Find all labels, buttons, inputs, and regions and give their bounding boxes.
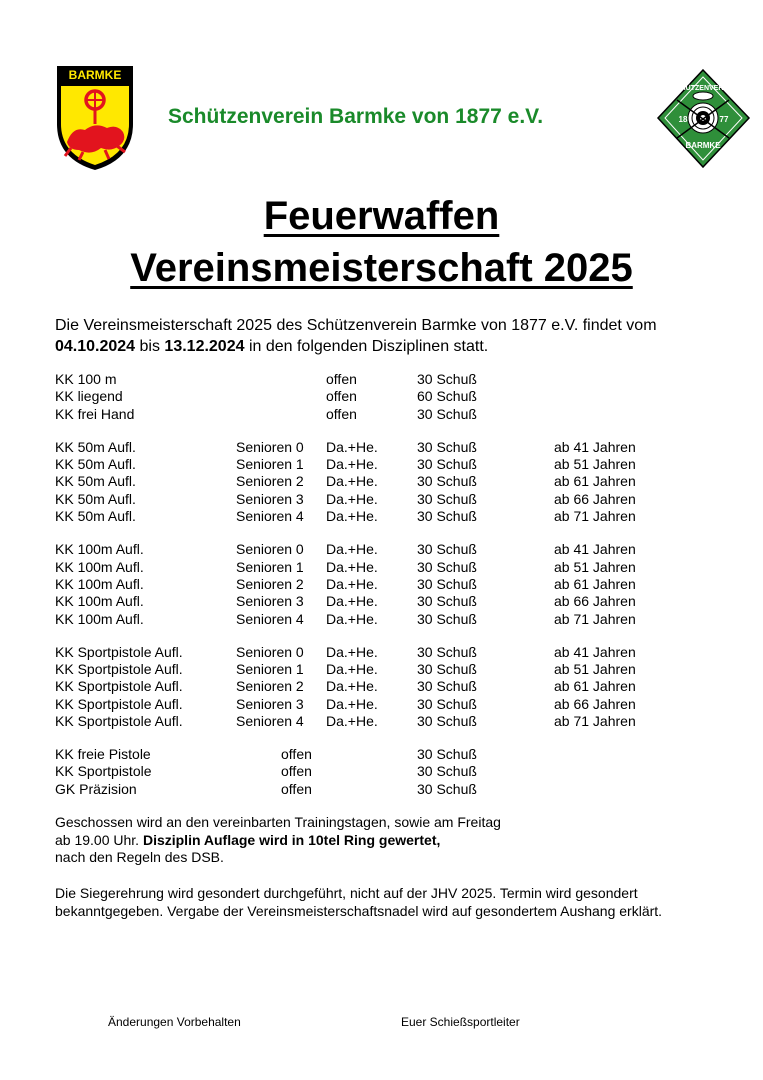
shot-count: 30 Schuß: [417, 473, 477, 490]
discipline-name: KK 50m Aufl.: [55, 438, 136, 455]
age-class: Senioren 1: [236, 660, 304, 677]
group-spacer: [55, 423, 755, 439]
shot-count: 30 Schuß: [417, 405, 477, 422]
shot-count: 30 Schuß: [417, 695, 477, 712]
intro-paragraph: [55, 315, 755, 357]
page-title-line1: Feuerwaffen: [263, 194, 500, 238]
age-class: offen: [281, 780, 312, 797]
discipline-row: [55, 456, 755, 473]
age-requirement: ab 51 Jahren: [554, 456, 636, 473]
shot-count: 30 Schuß: [417, 371, 477, 387]
age-class: Senioren 0: [236, 438, 304, 455]
discipline-name: KK frei Hand: [55, 405, 135, 422]
gender-class: Da.+He.: [326, 713, 378, 730]
age-class: Senioren 1: [236, 558, 304, 575]
gender-class: Da.+He.: [326, 541, 378, 558]
discipline-row: [55, 576, 755, 593]
age-class: Senioren 3: [236, 593, 304, 610]
age-requirement: ab 41 Jahren: [554, 643, 636, 660]
left-logo-label: BARMKE: [68, 68, 122, 82]
notes-paragraph: [55, 814, 755, 867]
shot-count: 30 Schuß: [417, 575, 477, 592]
notes-line-2-bold: Disziplin Auflage wird in 10tel Ring gewertet,: [142, 831, 441, 848]
age-requirement: ab 66 Jahren: [554, 593, 636, 610]
discipline-name: KK 100m Aufl.: [55, 541, 144, 558]
discipline-row: [55, 439, 755, 456]
group-spacer: [55, 731, 755, 747]
schuetzenverein-badge-logo: [655, 68, 752, 169]
discipline-row: [55, 473, 755, 490]
shot-count: 30 Schuß: [417, 456, 477, 473]
age-requirement: ab 51 Jahren: [554, 660, 636, 677]
gender-class: Da.+He.: [326, 610, 378, 627]
age-requirement: ab 61 Jahren: [554, 575, 636, 592]
discipline-row: [55, 678, 755, 695]
age-class: Senioren 3: [236, 490, 304, 507]
age-class: Senioren 2: [236, 575, 304, 592]
age-requirement: ab 41 Jahren: [554, 541, 636, 558]
discipline-row: [55, 781, 755, 798]
gender-class: Da.+He.: [326, 438, 378, 455]
discipline-name: KK 50m Aufl.: [55, 508, 136, 525]
age-requirement: ab 71 Jahren: [554, 610, 636, 627]
age-requirement: ab 51 Jahren: [554, 558, 636, 575]
shot-count: 30 Schuß: [417, 713, 477, 730]
notes-line-2: [55, 832, 755, 850]
discipline-name: KK 100m Aufl.: [55, 575, 144, 592]
page-title-line2: Vereinsmeisterschaft 2025: [130, 246, 633, 290]
shot-count: 30 Schuß: [417, 746, 477, 763]
discipline-row: [55, 713, 755, 730]
gender-class: Da.+He.: [326, 473, 378, 490]
notes-line-1: Geschossen wird an den vereinbarten Trainingstagen, sowie am Freitag: [55, 814, 501, 830]
intro-date-from: 04.10.2024: [55, 338, 136, 355]
age-class: Senioren 3: [236, 695, 304, 712]
discipline-name: KK 100m Aufl.: [55, 610, 144, 627]
shot-count: 30 Schuß: [417, 643, 477, 660]
gender-class: Da.+He.: [326, 643, 378, 660]
shot-count: 30 Schuß: [417, 763, 477, 780]
badge-year-left: 18: [678, 115, 688, 124]
discipline-row: [55, 593, 755, 610]
gender-class: Da.+He.: [326, 660, 378, 677]
discipline-row: [55, 491, 755, 508]
gender-class: Da.+He.: [326, 508, 378, 525]
gender-class: Da.+He.: [326, 558, 378, 575]
badge-year-right: 77: [719, 115, 729, 124]
discipline-name: KK Sportpistole Aufl.: [55, 678, 183, 695]
shot-count: 30 Schuß: [417, 780, 477, 797]
discipline-row: [55, 541, 755, 558]
intro-text-3: in den folgenden Disziplinen statt.: [244, 338, 489, 355]
discipline-row: [55, 371, 755, 388]
age-requirement: ab 66 Jahren: [554, 695, 636, 712]
discipline-name: KK 50m Aufl.: [55, 456, 136, 473]
discipline-row: [55, 559, 755, 576]
discipline-name: KK Sportpistole Aufl.: [55, 643, 183, 660]
shot-count: 30 Schuß: [417, 660, 477, 677]
age-class: Senioren 4: [236, 508, 304, 525]
shot-count: 60 Schuß: [417, 388, 477, 405]
shot-count: 30 Schuß: [417, 438, 477, 455]
footer-signature: Euer Schießsportleiter: [401, 1015, 520, 1029]
discipline-row: [55, 746, 755, 763]
gender-class: Da.+He.: [326, 593, 378, 610]
age-requirement: ab 41 Jahren: [554, 438, 636, 455]
footer-reservation-note: Änderungen Vorbehalten: [108, 1015, 241, 1029]
age-class: Senioren 1: [236, 456, 304, 473]
gender-class: Da.+He.: [326, 456, 378, 473]
gender-class: Da.+He.: [326, 695, 378, 712]
award-paragraph: [55, 885, 755, 920]
discipline-name: KK Sportpistole Aufl.: [55, 695, 183, 712]
age-requirement: ab 66 Jahren: [554, 490, 636, 507]
gender-class: Da.+He.: [326, 575, 378, 592]
shot-count: 30 Schuß: [417, 490, 477, 507]
age-requirement: ab 71 Jahren: [554, 713, 636, 730]
badge-top-text: SCHÜTZENVEREIN: [670, 85, 736, 92]
badge-bottom-text: BARMKE: [685, 141, 721, 150]
notes-line-2-text: ab 19.00 Uhr.: [55, 831, 143, 848]
award-line-2: bekanntgegeben. Vergabe der Vereinsmeisterschaftsnadel wird auf gesondertem Aushang erklärt.: [55, 902, 663, 919]
shot-count: 30 Schuß: [417, 593, 477, 610]
discipline-row: [55, 644, 755, 661]
discipline-name: KK liegend: [55, 388, 123, 405]
discipline-name: KK Sportpistole: [55, 763, 152, 780]
age-class: offen: [281, 746, 312, 763]
discipline-row: [55, 696, 755, 713]
discipline-name: KK 50m Aufl.: [55, 490, 136, 507]
discipline-row: [55, 508, 755, 525]
discipline-row: [55, 611, 755, 628]
age-class: offen: [326, 405, 357, 422]
age-requirement: ab 71 Jahren: [554, 508, 636, 525]
intro-date-to: 13.12.2024: [164, 338, 245, 355]
age-class: offen: [326, 371, 357, 387]
gender-class: Da.+He.: [326, 678, 378, 695]
shot-count: 30 Schuß: [417, 610, 477, 627]
discipline-name: KK 100 m: [55, 371, 117, 387]
organization-name: Schützenverein Barmke von 1877 e.V.: [168, 105, 544, 128]
shot-count: 30 Schuß: [417, 508, 477, 525]
age-class: Senioren 2: [236, 678, 304, 695]
discipline-table: [55, 371, 755, 798]
barmke-coat-of-arms-logo: [55, 64, 135, 172]
award-line-1: Die Siegerehrung wird gesondert durchgeführt, nicht auf der JHV 2025. Termin wird gesondert: [55, 885, 638, 901]
age-class: Senioren 0: [236, 643, 304, 660]
age-requirement: ab 61 Jahren: [554, 678, 636, 695]
age-class: Senioren 2: [236, 473, 304, 490]
shot-count: 30 Schuß: [417, 558, 477, 575]
discipline-row: [55, 661, 755, 678]
discipline-name: KK Sportpistole Aufl.: [55, 660, 183, 677]
age-class: offen: [326, 388, 357, 405]
intro-text-2: bis: [135, 338, 165, 355]
discipline-name: KK 100m Aufl.: [55, 593, 144, 610]
discipline-name: KK 50m Aufl.: [55, 473, 136, 490]
group-spacer: [55, 526, 755, 542]
notes-line-3: nach den Regeln des DSB.: [55, 849, 224, 865]
discipline-name: KK freie Pistole: [55, 746, 151, 763]
intro-text-1: Die Vereinsmeisterschaft 2025 des Schützenverein Barmke von 1877 e.V. findet vom: [55, 317, 657, 334]
discipline-row: [55, 406, 755, 423]
age-requirement: ab 61 Jahren: [554, 473, 636, 490]
discipline-name: GK Präzision: [55, 780, 137, 797]
shot-count: 30 Schuß: [417, 541, 477, 558]
discipline-name: KK 100m Aufl.: [55, 558, 144, 575]
age-class: offen: [281, 763, 312, 780]
discipline-row: [55, 388, 755, 405]
discipline-row: [55, 763, 755, 780]
age-class: Senioren 4: [236, 713, 304, 730]
discipline-name: KK Sportpistole Aufl.: [55, 713, 183, 730]
age-class: Senioren 4: [236, 610, 304, 627]
gender-class: Da.+He.: [326, 490, 378, 507]
age-class: Senioren 0: [236, 541, 304, 558]
group-spacer: [55, 628, 755, 644]
shot-count: 30 Schuß: [417, 678, 477, 695]
